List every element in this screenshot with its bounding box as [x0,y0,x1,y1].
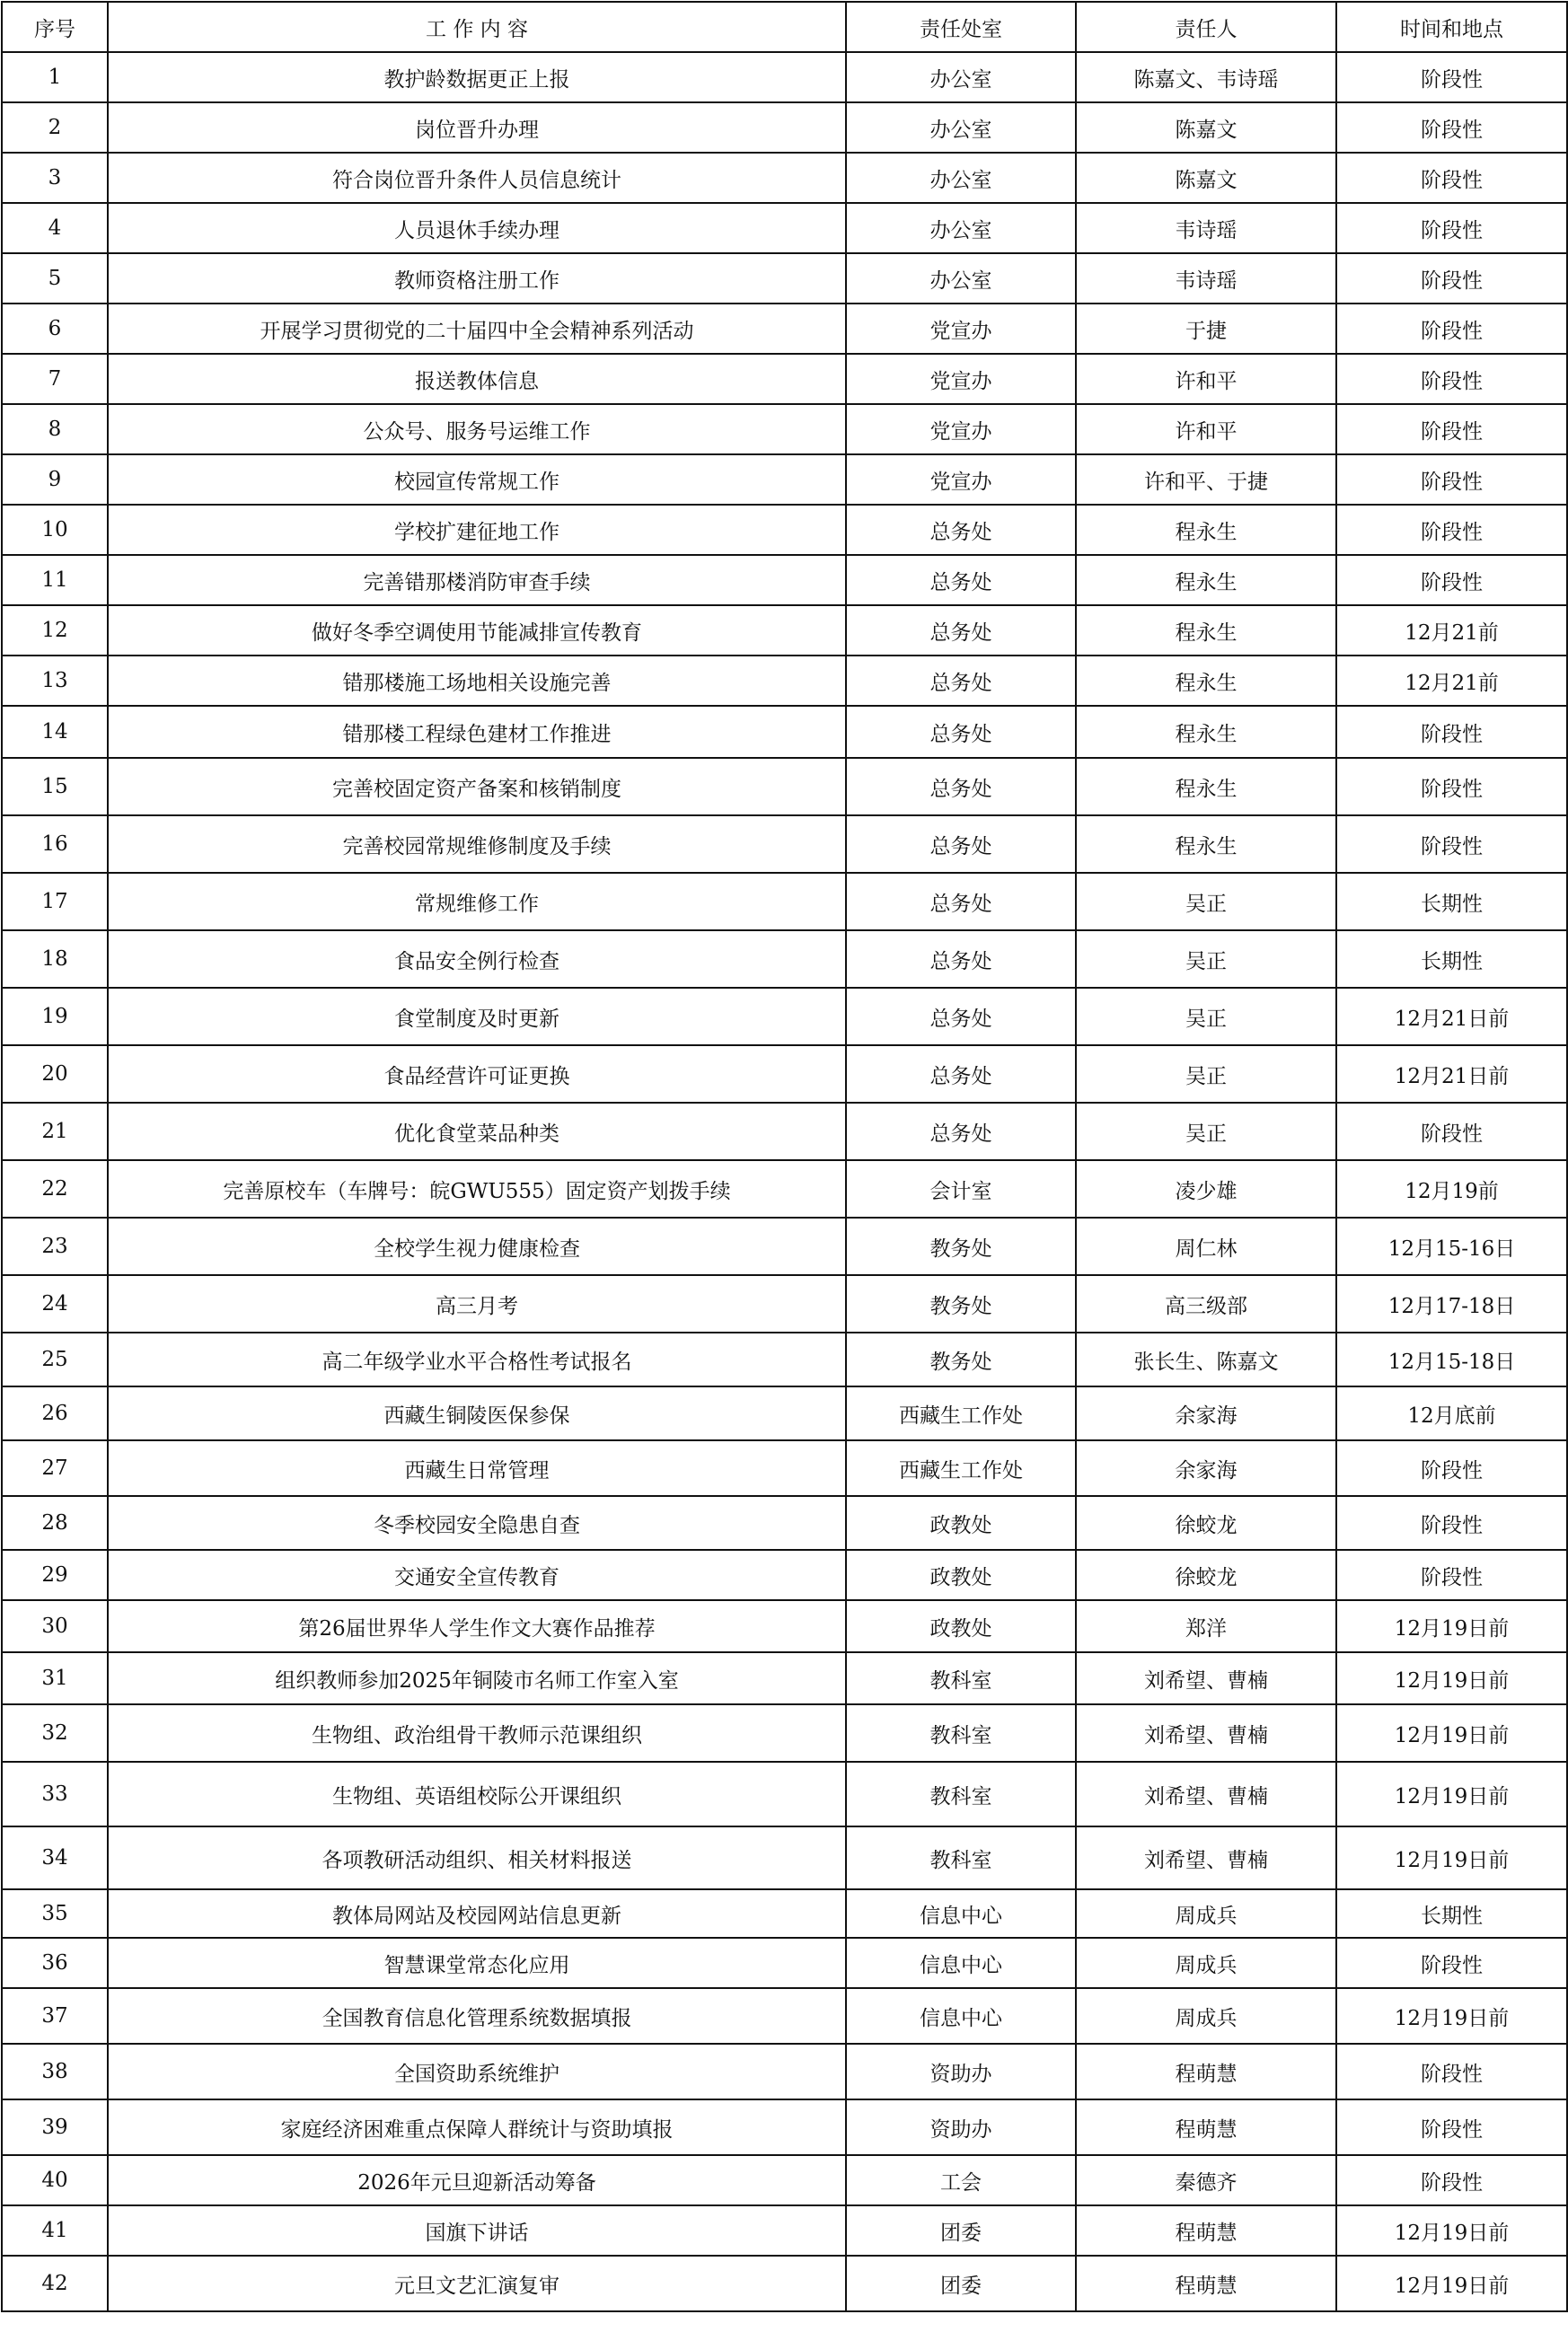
cell-no: 25 [2,1333,108,1386]
table-row [2,1988,1567,2044]
cell-person: 程永生 [1076,555,1336,605]
cell-no: 16 [2,815,108,873]
table-row [2,1218,1567,1275]
cell-no: 31 [2,1652,108,1704]
cell-no: 19 [2,988,108,1045]
cell-time: 长期性 [1336,873,1567,930]
cell-content: 各项教研活动组织、相关材料报送 [108,1826,846,1889]
cell-time: 阶段性 [1336,404,1567,454]
cell-office: 总务处 [846,930,1076,988]
cell-office: 信息中心 [846,1889,1076,1938]
cell-office: 会计室 [846,1160,1076,1218]
cell-office: 西藏生工作处 [846,1386,1076,1440]
cell-time: 长期性 [1336,1889,1567,1938]
cell-time: 阶段性 [1336,52,1567,102]
cell-person: 陈嘉文 [1076,153,1336,203]
cell-time: 12月19日前 [1336,1704,1567,1762]
cell-person: 吴正 [1076,1045,1336,1103]
cell-office: 教科室 [846,1826,1076,1889]
cell-content: 冬季校园安全隐患自查 [108,1496,846,1550]
table-row [2,2044,1567,2099]
cell-content: 交通安全宣传教育 [108,1550,846,1600]
cell-time: 12月19日前 [1336,1762,1567,1826]
cell-person: 韦诗瑶 [1076,253,1336,304]
cell-no: 11 [2,555,108,605]
table-row [2,1496,1567,1550]
table-row [2,605,1567,656]
cell-content: 学校扩建征地工作 [108,505,846,555]
cell-time: 阶段性 [1336,203,1567,253]
cell-person: 韦诗瑶 [1076,203,1336,253]
cell-content: 人员退休手续办理 [108,203,846,253]
cell-office: 总务处 [846,605,1076,656]
cell-person: 刘希望、曹楠 [1076,1762,1336,1826]
table-row [2,52,1567,102]
cell-office: 办公室 [846,253,1076,304]
cell-content: 组织教师参加2025年铜陵市名师工作室入室 [108,1652,846,1704]
table-row [2,1275,1567,1333]
cell-person: 程永生 [1076,605,1336,656]
cell-no: 37 [2,1988,108,2044]
cell-person: 秦德齐 [1076,2155,1336,2205]
cell-no: 30 [2,1600,108,1652]
cell-person: 吴正 [1076,873,1336,930]
cell-content: 完善校固定资产备案和核销制度 [108,758,846,815]
cell-person: 周成兵 [1076,1988,1336,2044]
table-row [2,2155,1567,2205]
table-row [2,1652,1567,1704]
cell-office: 信息中心 [846,1938,1076,1988]
cell-office: 总务处 [846,555,1076,605]
cell-content: 高三月考 [108,1275,846,1333]
cell-content: 完善校园常规维修制度及手续 [108,815,846,873]
cell-person: 高三级部 [1076,1275,1336,1333]
cell-content: 生物组、英语组校际公开课组织 [108,1762,846,1826]
cell-office: 教务处 [846,1333,1076,1386]
cell-office: 总务处 [846,505,1076,555]
cell-no: 33 [2,1762,108,1826]
cell-content: 高二年级学业水平合格性考试报名 [108,1333,846,1386]
cell-content: 岗位晋升办理 [108,102,846,153]
cell-time: 阶段性 [1336,2044,1567,2099]
cell-content: 常规维修工作 [108,873,846,930]
cell-person: 吴正 [1076,1103,1336,1160]
cell-office: 工会 [846,2155,1076,2205]
cell-office: 信息中心 [846,1988,1076,2044]
cell-content: 公众号、服务号运维工作 [108,404,846,454]
cell-person: 陈嘉文、韦诗瑶 [1076,52,1336,102]
cell-content: 全校学生视力健康检查 [108,1218,846,1275]
cell-no: 7 [2,354,108,404]
table-row [2,2099,1567,2155]
cell-time: 阶段性 [1336,454,1567,505]
table-row [2,1762,1567,1826]
cell-no: 6 [2,304,108,354]
cell-no: 4 [2,203,108,253]
cell-no: 20 [2,1045,108,1103]
cell-time: 12月21前 [1336,656,1567,706]
cell-no: 17 [2,873,108,930]
cell-office: 西藏生工作处 [846,1440,1076,1496]
cell-time: 阶段性 [1336,1938,1567,1988]
table-row [2,1600,1567,1652]
cell-person: 徐蛟龙 [1076,1550,1336,1600]
cell-no: 40 [2,2155,108,2205]
table-row [2,354,1567,404]
cell-content: 第26届世界华人学生作文大赛作品推荐 [108,1600,846,1652]
table-row [2,1938,1567,1988]
cell-no: 27 [2,1440,108,1496]
cell-time: 阶段性 [1336,555,1567,605]
table-row [2,1889,1567,1938]
cell-no: 28 [2,1496,108,1550]
cell-office: 总务处 [846,758,1076,815]
cell-content: 生物组、政治组骨干教师示范课组织 [108,1704,846,1762]
cell-content: 优化食堂菜品种类 [108,1103,846,1160]
cell-time: 阶段性 [1336,304,1567,354]
cell-time: 阶段性 [1336,2099,1567,2155]
cell-time: 12月17-18日 [1336,1275,1567,1333]
header-no: 序号 [2,2,108,52]
cell-office: 总务处 [846,1045,1076,1103]
cell-content: 元旦文艺汇演复审 [108,2256,846,2311]
table-row [2,1333,1567,1386]
cell-content: 西藏生铜陵医保参保 [108,1386,846,1440]
cell-person: 余家海 [1076,1386,1336,1440]
cell-person: 刘希望、曹楠 [1076,1652,1336,1704]
cell-office: 教科室 [846,1704,1076,1762]
table-row [2,2205,1567,2256]
cell-office: 政教处 [846,1550,1076,1600]
cell-office: 政教处 [846,1496,1076,1550]
cell-no: 15 [2,758,108,815]
cell-no: 5 [2,253,108,304]
cell-no: 32 [2,1704,108,1762]
cell-office: 团委 [846,2256,1076,2311]
cell-office: 总务处 [846,988,1076,1045]
table-row [2,2256,1567,2311]
table-row [2,988,1567,1045]
table-row [2,454,1567,505]
cell-content: 教体局网站及校园网站信息更新 [108,1889,846,1938]
cell-time: 阶段性 [1336,1550,1567,1600]
cell-time: 阶段性 [1336,505,1567,555]
table-row [2,758,1567,815]
cell-person: 程永生 [1076,505,1336,555]
cell-person: 程永生 [1076,758,1336,815]
cell-content: 2026年元旦迎新活动筹备 [108,2155,846,2205]
cell-no: 35 [2,1889,108,1938]
cell-office: 办公室 [846,203,1076,253]
cell-no: 23 [2,1218,108,1275]
header-office: 责任处室 [846,2,1076,52]
cell-office: 办公室 [846,153,1076,203]
table-row [2,930,1567,988]
cell-office: 教务处 [846,1275,1076,1333]
cell-no: 36 [2,1938,108,1988]
header-time: 时间和地点 [1336,2,1567,52]
cell-no: 39 [2,2099,108,2155]
cell-time: 阶段性 [1336,758,1567,815]
cell-no: 41 [2,2205,108,2256]
cell-no: 22 [2,1160,108,1218]
cell-person: 吴正 [1076,988,1336,1045]
cell-time: 阶段性 [1336,153,1567,203]
cell-office: 教务处 [846,1218,1076,1275]
cell-person: 陈嘉文 [1076,102,1336,153]
cell-content: 食堂制度及时更新 [108,988,846,1045]
cell-person: 张长生、陈嘉文 [1076,1333,1336,1386]
table-row [2,555,1567,605]
cell-content: 完善原校车（车牌号：皖GWU555）固定资产划拨手续 [108,1160,846,1218]
cell-office: 教科室 [846,1652,1076,1704]
cell-content: 全国资助系统维护 [108,2044,846,2099]
table-row [2,1826,1567,1889]
cell-time: 12月底前 [1336,1386,1567,1440]
cell-content: 做好冬季空调使用节能减排宣传教育 [108,605,846,656]
cell-person: 刘希望、曹楠 [1076,1826,1336,1889]
cell-content: 开展学习贯彻党的二十届四中全会精神系列活动 [108,304,846,354]
cell-time: 12月21日前 [1336,988,1567,1045]
cell-content: 食品安全例行检查 [108,930,846,988]
cell-no: 42 [2,2256,108,2311]
cell-person: 周成兵 [1076,1938,1336,1988]
table-row [2,203,1567,253]
table-row [2,404,1567,454]
table-row [2,102,1567,153]
cell-person: 郑洋 [1076,1600,1336,1652]
cell-no: 13 [2,656,108,706]
cell-office: 资助办 [846,2044,1076,2099]
cell-no: 10 [2,505,108,555]
table-row [2,304,1567,354]
table-row [2,1550,1567,1600]
cell-no: 34 [2,1826,108,1889]
cell-person: 周仁林 [1076,1218,1336,1275]
cell-office: 党宣办 [846,304,1076,354]
cell-no: 3 [2,153,108,203]
table-row [2,656,1567,706]
cell-office: 总务处 [846,706,1076,758]
table-row [2,1386,1567,1440]
cell-person: 余家海 [1076,1440,1336,1496]
cell-time: 阶段性 [1336,354,1567,404]
cell-person: 许和平 [1076,354,1336,404]
table-row [2,1440,1567,1496]
cell-no: 26 [2,1386,108,1440]
cell-person: 吴正 [1076,930,1336,988]
work-schedule-table [1,1,1568,2312]
cell-office: 资助办 [846,2099,1076,2155]
cell-person: 程萌慧 [1076,2044,1336,2099]
cell-content: 国旗下讲话 [108,2205,846,2256]
cell-person: 程萌慧 [1076,2205,1336,2256]
cell-office: 办公室 [846,52,1076,102]
cell-time: 阶段性 [1336,1440,1567,1496]
cell-office: 总务处 [846,815,1076,873]
cell-content: 西藏生日常管理 [108,1440,846,1496]
cell-content: 智慧课堂常态化应用 [108,1938,846,1988]
cell-time: 12月21日前 [1336,1045,1567,1103]
cell-office: 政教处 [846,1600,1076,1652]
cell-content: 错那楼工程绿色建材工作推进 [108,706,846,758]
cell-no: 18 [2,930,108,988]
cell-content: 食品经营许可证更换 [108,1045,846,1103]
table-row [2,873,1567,930]
cell-no: 1 [2,52,108,102]
cell-content: 家庭经济困难重点保障人群统计与资助填报 [108,2099,846,2155]
cell-no: 21 [2,1103,108,1160]
cell-time: 12月19日前 [1336,2256,1567,2311]
cell-time: 阶段性 [1336,2155,1567,2205]
cell-no: 24 [2,1275,108,1333]
cell-office: 总务处 [846,873,1076,930]
cell-person: 程永生 [1076,815,1336,873]
cell-content: 全国教育信息化管理系统数据填报 [108,1988,846,2044]
table-row [2,505,1567,555]
header-content: 工 作 内 容 [108,2,846,52]
table-row [2,706,1567,758]
cell-content: 错那楼施工场地相关设施完善 [108,656,846,706]
cell-person: 徐蛟龙 [1076,1496,1336,1550]
cell-content: 教护龄数据更正上报 [108,52,846,102]
cell-no: 2 [2,102,108,153]
cell-person: 凌少雄 [1076,1160,1336,1218]
cell-content: 报送教体信息 [108,354,846,404]
table-row [2,1160,1567,1218]
table-row [2,253,1567,304]
cell-content: 完善错那楼消防审查手续 [108,555,846,605]
cell-time: 12月19前 [1336,1160,1567,1218]
cell-no: 9 [2,454,108,505]
cell-time: 阶段性 [1336,815,1567,873]
cell-time: 12月19日前 [1336,1600,1567,1652]
table-row [2,1704,1567,1762]
cell-office: 团委 [846,2205,1076,2256]
cell-office: 总务处 [846,1103,1076,1160]
cell-time: 阶段性 [1336,102,1567,153]
cell-no: 8 [2,404,108,454]
cell-time: 12月19日前 [1336,1652,1567,1704]
cell-time: 阶段性 [1336,1103,1567,1160]
cell-time: 长期性 [1336,930,1567,988]
cell-no: 29 [2,1550,108,1600]
cell-person: 程永生 [1076,656,1336,706]
table-body [2,52,1567,2311]
table-row [2,1045,1567,1103]
cell-office: 党宣办 [846,454,1076,505]
table-row [2,153,1567,203]
cell-time: 阶段性 [1336,253,1567,304]
cell-no: 14 [2,706,108,758]
cell-time: 12月19日前 [1336,1988,1567,2044]
cell-person: 程永生 [1076,706,1336,758]
table-header-row [2,2,1567,52]
cell-person: 周成兵 [1076,1889,1336,1938]
table-row [2,1103,1567,1160]
cell-time: 12月15-16日 [1336,1218,1567,1275]
cell-content: 校园宣传常规工作 [108,454,846,505]
cell-person: 许和平、于捷 [1076,454,1336,505]
cell-person: 程萌慧 [1076,2256,1336,2311]
cell-office: 教科室 [846,1762,1076,1826]
cell-time: 12月19日前 [1336,2205,1567,2256]
cell-office: 总务处 [846,656,1076,706]
cell-person: 刘希望、曹楠 [1076,1704,1336,1762]
cell-office: 党宣办 [846,404,1076,454]
cell-office: 办公室 [846,102,1076,153]
cell-time: 阶段性 [1336,706,1567,758]
cell-no: 12 [2,605,108,656]
cell-person: 程萌慧 [1076,2099,1336,2155]
cell-time: 阶段性 [1336,1496,1567,1550]
cell-person: 许和平 [1076,404,1336,454]
cell-time: 12月21前 [1336,605,1567,656]
cell-office: 党宣办 [846,354,1076,404]
table-row [2,815,1567,873]
cell-time: 12月19日前 [1336,1826,1567,1889]
header-person: 责任人 [1076,2,1336,52]
cell-content: 符合岗位晋升条件人员信息统计 [108,153,846,203]
cell-content: 教师资格注册工作 [108,253,846,304]
cell-no: 38 [2,2044,108,2099]
cell-time: 12月15-18日 [1336,1333,1567,1386]
cell-person: 于捷 [1076,304,1336,354]
